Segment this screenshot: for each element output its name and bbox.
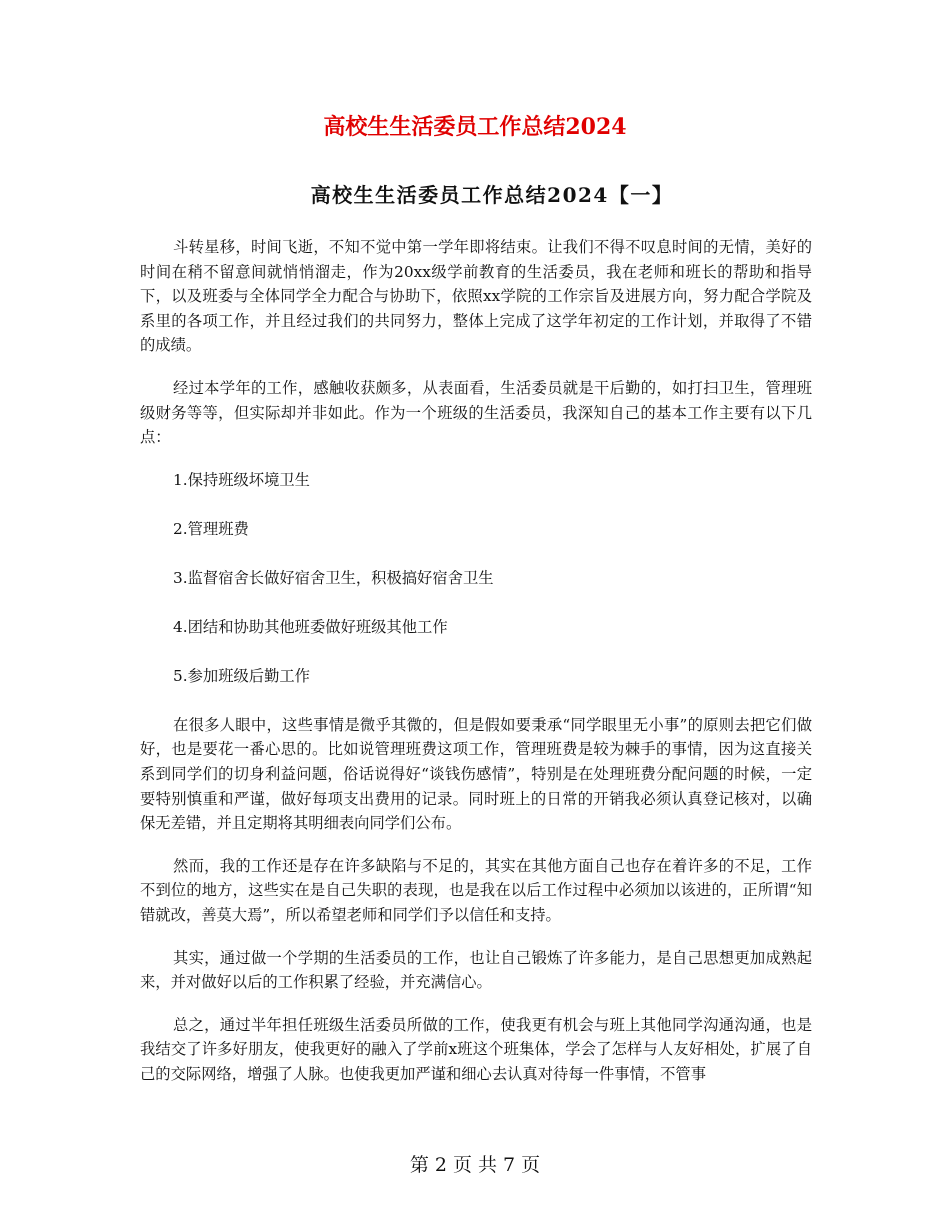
paragraph-main-4: 总之，通过半年担任班级生活委员所做的工作，使我更有机会与班上其他同学沟通沟通，也是我结交了许多好朋友，使我更好的融入了学前x班这个班集体，学会了怎样与人友好相处，扩展了自己的交际网络，增强了人脉。也使我更加严谨和细心去认真对待每一件事情，不管事 (140, 1015, 812, 1083)
document-title: 高校生生活委员工作总结2024 (323, 114, 627, 140)
list-item: 4.团结和协助其他班委做好班级其他工作 (173, 617, 448, 636)
section-title: 高校生生活委员工作总结2024【一】 (310, 183, 674, 207)
page-number-footer: 第 2 页 共 7 页 (409, 1154, 541, 1176)
duty-list (140, 468, 812, 688)
paragraph-main-1: 在很多人眼中，这些事情是微乎其微的，但是假如要秉承“同学眼里无小事”的原则去把它们做好，也是要花一番心思的。比如说管理班费这项工作，管理班费是较为棘手的事情，因为这直接关系到同学们的切身利益问题，俗话说得好“谈钱伤感情”，特别是在处理班费分配问题的时候，一定要特别慎重和严谨，做好每项支出费用的记录。同时班上的日常的开销我必须认真登记核对，以确保无差错，并且定期将其明细表向同学们公布。 (140, 715, 812, 833)
paragraph-intro-1: 斗转星移，时间飞逝，不知不觉中第一学年即将结束。让我们不得不叹息时间的无情，美好的时间在稍不留意间就悄悄溜走，作为20xx级学前教育的生活委员，我在老师和班长的帮助和指导下，以及班委与全体同学全力配合与协助下，依照xx学院的工作宗旨及进展方向，努力配合学院及系里的各项工作，并且经过我们的共同努力，整体上完成了这学年初定的工作计划，并取得了不错的成绩。 (140, 238, 812, 355)
list-item: 2.管理班费 (173, 519, 249, 538)
list-item: 3.监督宿舍长做好宿舍卫生，积极搞好宿舍卫生 (173, 568, 494, 587)
list-item: 5.参加班级后勤工作 (173, 666, 310, 685)
paragraph-main-3: 其实，通过做一个学期的生活委员的工作，也让自己锻炼了许多能力，是自己思想更加成熟起来，并对做好以后的工作积累了经验，并充满信心。 (140, 948, 812, 992)
list-item: 1.保持班级坏境卫生 (173, 470, 310, 489)
document-body (140, 235, 812, 1104)
paragraph-intro-2: 经过本学年的工作，感触收获颇多，从表面看，生活委员就是干后勤的，如打扫卫生，管理班级财务等等，但实际却并非如此。作为一个班级的生活委员，我深知自己的基本工作主要有以下几点： (140, 378, 812, 447)
paragraph-main-2: 然而，我的工作还是存在许多缺陷与不足的，其实在其他方面自己也存在着许多的不足，工作不到位的地方，这些实在是自己失职的表现，也是我在以后工作过程中必须加以该进的，正所谓“知错就改，善莫大焉”，所以希望老师和同学们予以信任和支持。 (140, 856, 812, 924)
